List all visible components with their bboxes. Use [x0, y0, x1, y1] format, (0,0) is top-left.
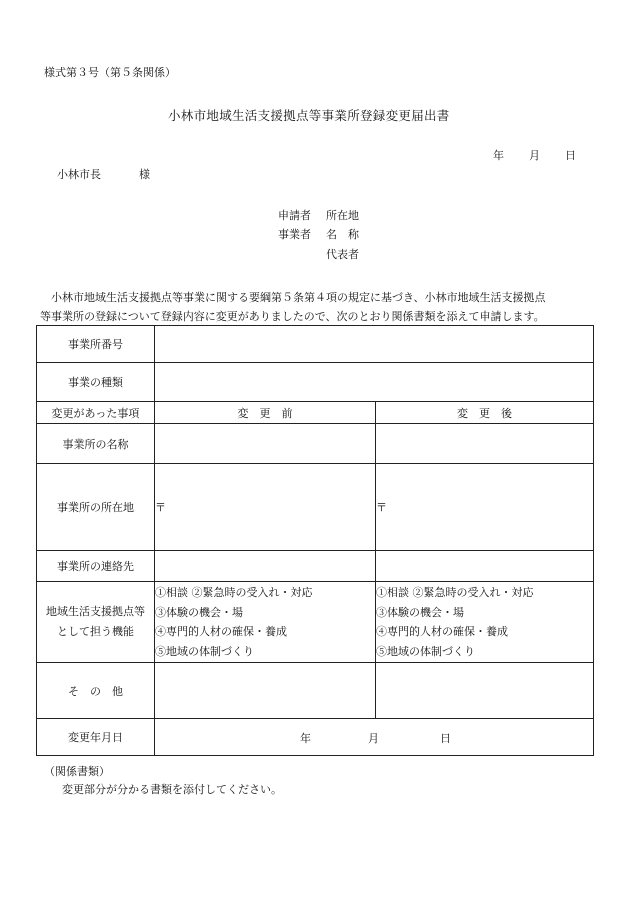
function-item: ①相談 ②緊急時の受入れ・対応	[155, 586, 313, 599]
functions-label-line2: として担う機能	[57, 625, 134, 638]
office-name-after-input[interactable]	[376, 424, 594, 464]
function-item: ⑤地域の体制づくり	[155, 644, 254, 658]
representative-label: 代表者	[326, 248, 359, 261]
postal-mark-after: 〒	[376, 501, 387, 514]
changed-items-header: 変更があった事項	[37, 402, 155, 424]
other-before-input[interactable]	[155, 663, 376, 719]
table-row	[37, 582, 594, 663]
office-address-label: 事業所の所在地	[37, 464, 155, 551]
page-title: 小林市地域生活支援拠点等事業所登録変更届出書	[168, 108, 450, 123]
related-docs-heading: （関係書類）	[44, 765, 110, 778]
office-address-after-input[interactable]	[376, 464, 594, 551]
change-date-input[interactable]	[155, 719, 594, 756]
office-address-before-input[interactable]	[155, 464, 376, 551]
other-after-input[interactable]	[376, 663, 594, 719]
business-label: 事業者	[278, 228, 311, 241]
date-month-label: 月	[529, 149, 540, 162]
functions-before-cell	[155, 582, 376, 663]
change-date-label: 変更年月日	[37, 719, 155, 756]
office-number-input[interactable]	[155, 326, 594, 363]
table-row	[37, 326, 594, 363]
before-header: 変 更 前	[155, 402, 376, 424]
intro-line: 小林市地域生活支援拠点等事業に関する要綱第５条第４項の規定に基づき、小林市地域生活支援拠点	[40, 291, 546, 304]
date-day-label: 日	[565, 149, 576, 162]
table-row	[37, 551, 594, 582]
applicant-label: 申請者	[278, 209, 311, 222]
function-item: ⑤地域の体制づくり	[376, 644, 475, 658]
intro-line: 等事業所の登録について登録内容に変更がありましたので、次のとおり関係書類を添えて申請します。	[40, 310, 545, 323]
name-label: 名 称	[326, 228, 359, 241]
functions-after-cell	[376, 582, 594, 663]
change-date-month: 月	[368, 732, 379, 745]
change-date-day: 日	[440, 732, 451, 745]
function-item: ③体験の機会・場	[376, 605, 464, 619]
table-row	[37, 464, 594, 551]
office-number-label: 事業所番号	[37, 326, 155, 363]
function-item: ④専門的人材の確保・養成	[155, 625, 287, 638]
functions-label-line1: 地域生活支援拠点等	[46, 605, 145, 618]
office-contact-label: 事業所の連絡先	[37, 551, 155, 582]
function-item: ①相談 ②緊急時の受入れ・対応	[376, 586, 534, 599]
honorific: 様	[139, 168, 150, 181]
intro-paragraph	[40, 288, 602, 326]
function-item: ③体験の機会・場	[155, 605, 243, 619]
table-row	[37, 363, 594, 402]
office-contact-after-input[interactable]	[376, 551, 594, 582]
registration-change-table	[36, 325, 594, 756]
after-header: 変 更 後	[376, 402, 594, 424]
table-row	[37, 663, 594, 719]
table-row	[37, 424, 594, 464]
date-year-label: 年	[493, 149, 504, 162]
office-contact-before-input[interactable]	[155, 551, 376, 582]
functions-label	[37, 582, 155, 663]
office-name-label: 事業所の名称	[37, 424, 155, 464]
addressee: 小林市長	[57, 168, 101, 181]
table-row	[37, 719, 594, 756]
function-item: ④専門的人材の確保・養成	[376, 625, 508, 638]
postal-mark-before: 〒	[155, 501, 166, 514]
office-name-before-input[interactable]	[155, 424, 376, 464]
table-header-row	[37, 402, 594, 424]
change-date-year: 年	[300, 732, 311, 745]
address-label: 所在地	[326, 209, 359, 222]
other-label: そ の 他	[37, 663, 155, 719]
form-number: 様式第３号（第５条関係）	[44, 66, 176, 79]
related-docs-note: 変更部分が分かる書類を添付してください。	[62, 783, 282, 796]
business-type-input[interactable]	[155, 363, 594, 402]
business-type-label: 事業の種類	[37, 363, 155, 402]
